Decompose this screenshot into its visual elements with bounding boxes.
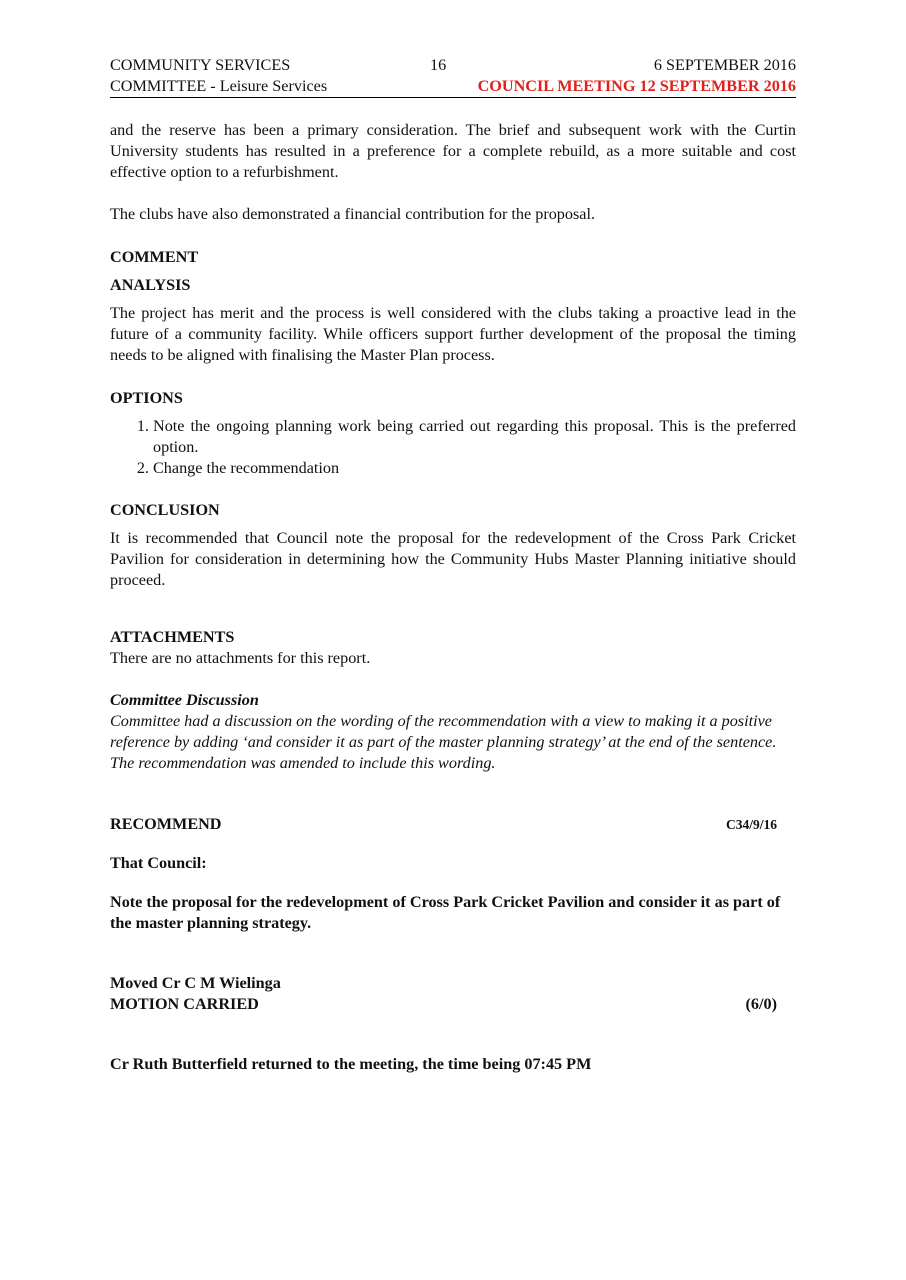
analysis-heading: ANALYSIS	[110, 276, 191, 294]
recommend-label: RECOMMEND	[110, 815, 222, 833]
committee-discussion-text: Committee had a discussion on the wording of the recommendation with a view to making it a positive reference by adding ‘and consider it as part of the master planning strategy’ at the end of the sentence. The recommendation was amended to include this wording.	[110, 712, 777, 772]
attachments-paragraph: There are no attachments for this report.	[110, 649, 371, 667]
motion-carried: MOTION CARRIED	[110, 995, 259, 1013]
page-number: 16	[430, 56, 447, 74]
that-council-label: That Council:	[110, 854, 207, 872]
resolution-text: Note the proposal for the redevelopment of Cross Park Cricket Pavilion and consider it as part of the master planning strategy.	[110, 893, 781, 932]
document-page	[110, 54, 796, 1075]
vote-count: (6/0)	[745, 995, 777, 1013]
option-item-1: 1. Note the ongoing planning work being carried out regarding this proposal. This is the preferred option.	[153, 416, 796, 458]
returned-note: Cr Ruth Butterfield returned to the meeting, the time being 07:45 PM	[110, 1055, 592, 1073]
option-item-2: 2. Change the recommendation	[153, 458, 796, 479]
recommend-row	[110, 814, 777, 835]
page-header	[110, 54, 796, 98]
clubs-paragraph: The clubs have also demonstrated a financial contribution for the proposal.	[110, 205, 596, 223]
intro-paragraph: and the reserve has been a primary consideration. The brief and subsequent work with the Curtin University students has resulted in a preference for a complete rebuild, as a more suitable and cost effective option to a refurbishment.	[110, 121, 796, 181]
analysis-paragraph: The project has merit and the process is well considered with the clubs taking a proactive lead in the future of a community facility. While officers support further development of the proposal the timing needs to be aligned with finalising the Master Plan process.	[110, 304, 796, 364]
header-committee: COMMITTEE - Leisure Services	[110, 77, 328, 95]
resolution-reference: C34/9/16	[725, 817, 777, 832]
header-committee-date: 6 SEPTEMBER 2016	[653, 56, 796, 74]
options-list	[110, 416, 796, 479]
header-department: COMMUNITY SERVICES	[110, 56, 291, 74]
comment-heading: COMMENT	[110, 248, 199, 266]
conclusion-paragraph: It is recommended that Council note the proposal for the redevelopment of the Cross Park Cricket Pavilion for consideration in determining how the Community Hubs Master Planning initiative should proceed.	[110, 529, 796, 589]
moved-by: Moved Cr C M Wielinga	[110, 974, 281, 992]
options-heading: OPTIONS	[110, 389, 183, 407]
committee-discussion-heading: Committee Discussion	[110, 691, 259, 709]
header-council-meeting: COUNCIL MEETING 12 SEPTEMBER 2016	[477, 77, 796, 95]
attachments-heading: ATTACHMENTS	[110, 628, 235, 646]
motion-row	[110, 994, 777, 1015]
conclusion-heading: CONCLUSION	[110, 501, 220, 519]
